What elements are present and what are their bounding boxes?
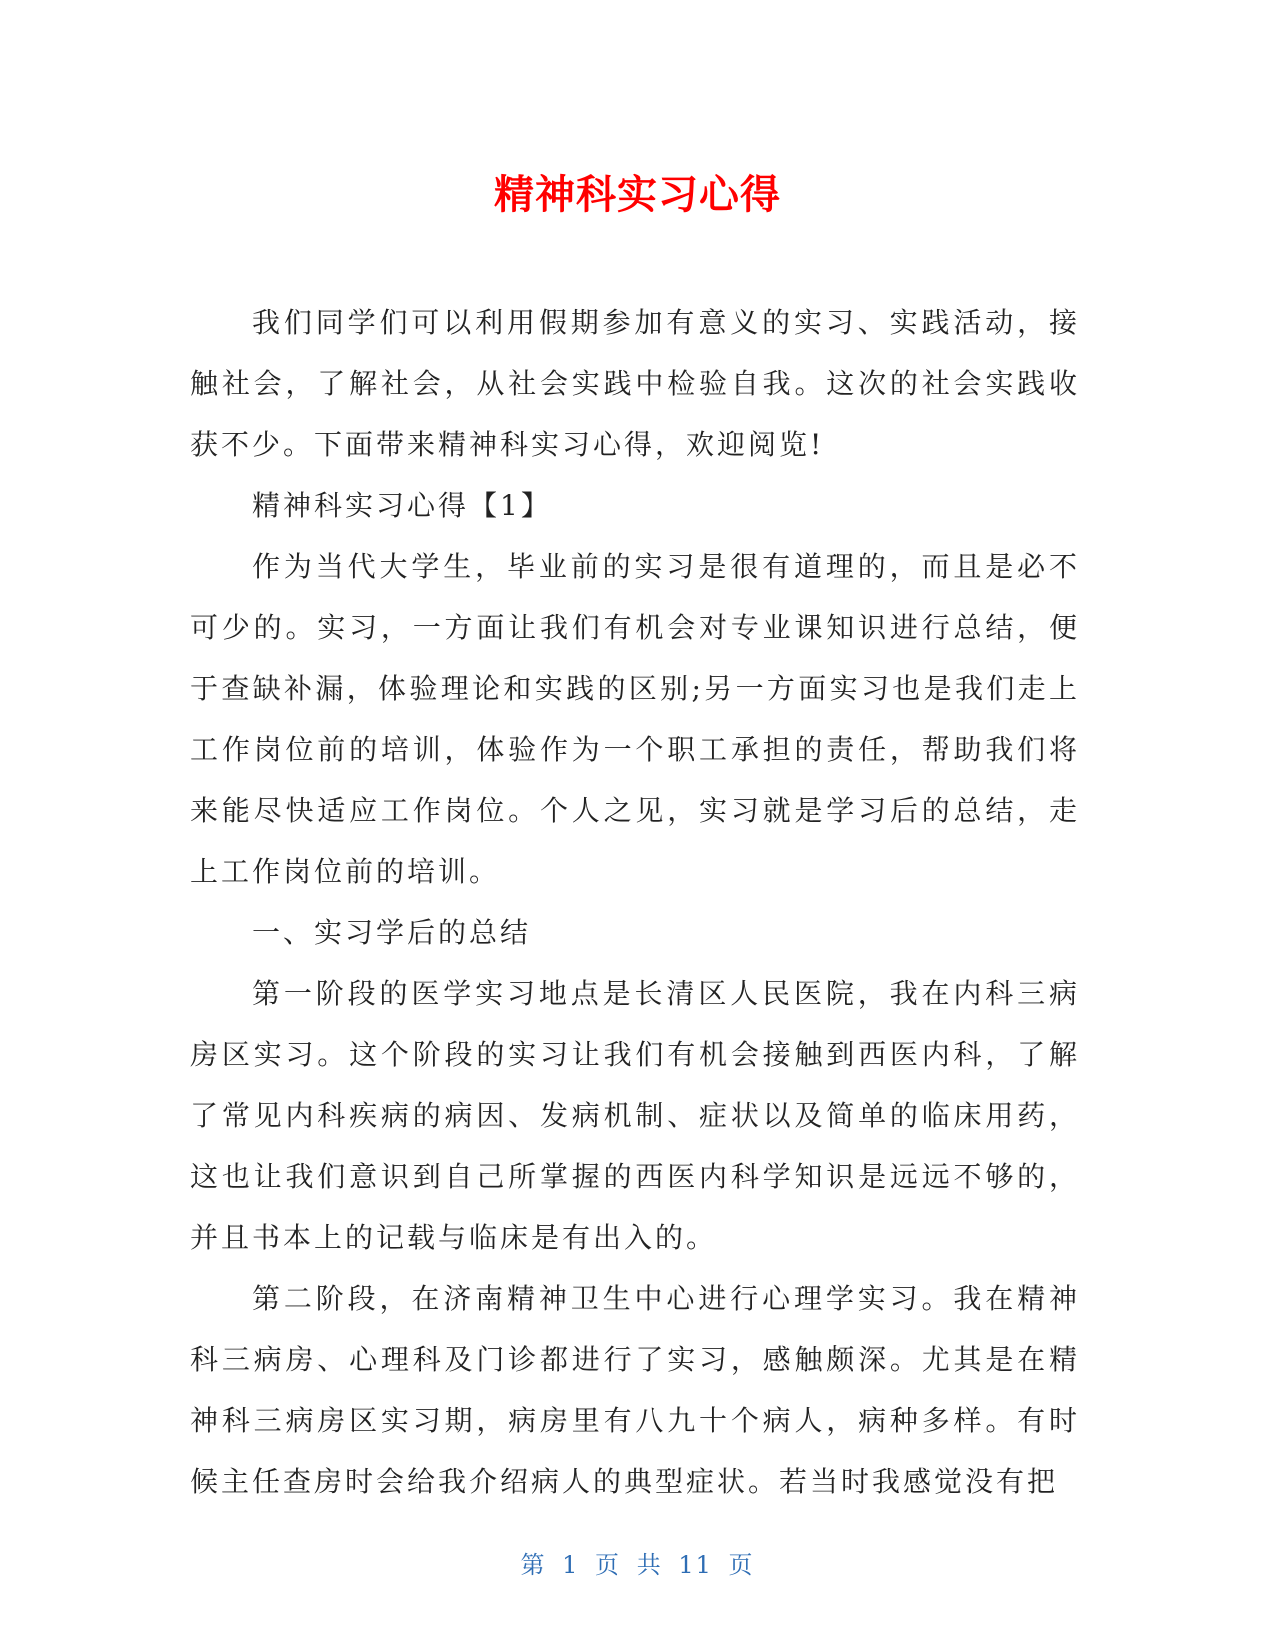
paragraph-intro: 我们同学们可以利用假期参加有意义的实习、实践活动，接触社会，了解社会，从社会实践中检验自我。这次的社会实践收获不少。下面带来精神科实习心得，欢迎阅览! xyxy=(190,306,1080,461)
page-title: 精神科实习心得 xyxy=(494,172,781,218)
footer-page-label: 页 xyxy=(595,1551,622,1579)
page-footer xyxy=(0,1545,1275,1580)
paragraph-internship-purpose: 作为当代大学生，毕业前的实习是很有道理的，而且是必不可少的。实习，一方面让我们有机会对专业课知识进行总结，便于查缺补漏，体验理论和实践的区别;另一方面实习也是我们走上工作岗位前的培训，体验作为一个职工承担的责任，帮助我们将来能尽快适应工作岗位。个人之见，实习就是学习后的总结，走上工作岗位前的培训。 xyxy=(190,550,1080,888)
subsection-heading-summary: 一、实习学后的总结 xyxy=(252,916,532,949)
paragraph-stage-two: 第二阶段，在济南精神卫生中心进行心理学实习。我在精神科三病房、心理科及门诊都进行了实习，感触颇深。尤其是在精神科三病房区实习期，病房里有八九十个病人，病种多样。有时候主任查房时会给我介绍病人的典型症状。若当时我感觉没有把 xyxy=(190,1282,1080,1498)
footer-total-label: 共 xyxy=(636,1551,663,1579)
document-body xyxy=(190,292,1080,1512)
footer-page-number: 1 xyxy=(562,1551,580,1579)
footer-total-pages: 11 xyxy=(678,1551,713,1579)
footer-suffix: 页 xyxy=(728,1551,755,1579)
section-heading-1: 精神科实习心得【1】 xyxy=(252,489,552,522)
footer-prefix: 第 xyxy=(520,1551,547,1579)
paragraph-stage-one: 第一阶段的医学实习地点是长清区人民医院，我在内科三病房区实习。这个阶段的实习让我们有机会接触到西医内科，了解了常见内科疾病的病因、发病机制、症状以及简单的临床用药，这也让我们意识到自己所掌握的西医内科学知识是远远不够的，并且书本上的记载与临床是有出入的。 xyxy=(190,977,1080,1254)
